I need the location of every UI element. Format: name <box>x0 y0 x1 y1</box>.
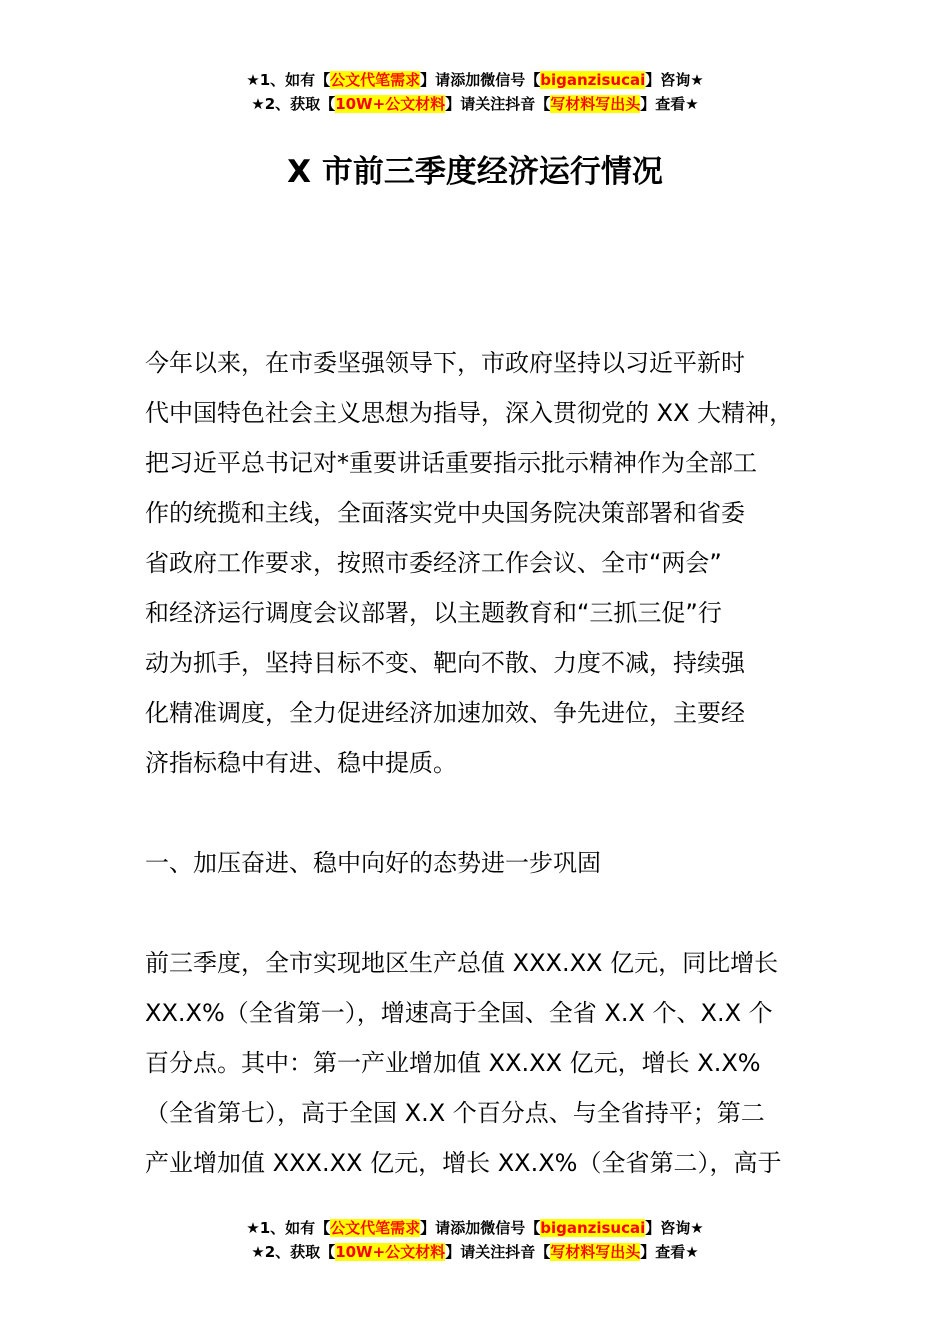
paragraph-line: 和经济运行调度会议部署，以主题教育和“三抓三促”行 <box>145 599 722 627</box>
paragraph-line: 百分点。其中：第一产业增加值 XX.XX 亿元，增长 X.X% <box>145 1049 761 1077</box>
wechat-id-highlight: biganzisucai <box>540 1219 646 1237</box>
paragraph-line: 代中国特色社会主义思想为指导，深入贯彻党的 XX 大精神， <box>145 399 794 427</box>
paragraph-line: 省政府工作要求，按照市委经济工作会议、全市“两会” <box>145 549 722 577</box>
promo-line-2: ★2、获取【10W+公文材料】请关注抖音【写材料写出头】查看★ <box>251 1243 699 1261</box>
paragraph-line: 动为抓手，坚持目标不变、靶向不散、力度不减，持续强 <box>145 649 745 677</box>
promo-emphasis: 添加 <box>450 1219 481 1237</box>
promo-highlight: 公文代笔需求 <box>330 1219 421 1237</box>
paragraph-line: 济指标稳中有进、稳中提质。 <box>145 749 457 777</box>
promo-emphasis: 关注 <box>475 95 506 113</box>
paragraph-line: 作的统揽和主线，全面落实党中央国务院决策部署和省委 <box>145 499 745 527</box>
top-promo-banner <box>0 68 950 116</box>
intro-paragraph <box>145 338 835 788</box>
douyin-id-highlight: 写材料写出头 <box>550 95 641 113</box>
paragraph-line: 前三季度，全市实现地区生产总值 XXX.XX 亿元，同比增长 <box>145 949 779 977</box>
promo-line-2: ★2、获取【10W+公文材料】请关注抖音【写材料写出头】查看★ <box>251 95 699 113</box>
section-heading: 一、加压奋进、稳中向好的态势进一步巩固 <box>145 849 601 877</box>
promo-highlight: 10W+公文材料 <box>335 1243 446 1261</box>
promo-emphasis: 关注 <box>475 1243 506 1261</box>
paragraph-line: XX.X%（全省第一），增速高于全国、全省 X.X 个、X.X 个 <box>145 999 773 1027</box>
promo-highlight: 10W+公文材料 <box>335 95 446 113</box>
wechat-id-highlight: biganzisucai <box>540 71 646 89</box>
promo-line-1: ★1、如有【公文代笔需求】请添加微信号【biganzisucai】咨询★ <box>246 71 704 89</box>
document-title: X 市前三季度经济运行情况 <box>287 154 663 190</box>
bottom-promo-banner <box>0 1216 950 1264</box>
paragraph-line: 今年以来，在市委坚强领导下，市政府坚持以习近平新时 <box>145 349 745 377</box>
promo-emphasis: 添加 <box>450 71 481 89</box>
paragraph-line: 把习近平总书记对*重要讲话重要指示批示精神作为全部工 <box>145 449 757 477</box>
promo-line-1: ★1、如有【公文代笔需求】请添加微信号【biganzisucai】咨询★ <box>246 1219 704 1237</box>
promo-highlight: 公文代笔需求 <box>330 71 421 89</box>
paragraph-line: 产业增加值 XXX.XX 亿元，增长 XX.X%（全省第二），高于 <box>145 1149 782 1177</box>
paragraph-line: （全省第七），高于全国 X.X 个百分点、与全省持平；第二 <box>145 1099 765 1127</box>
douyin-id-highlight: 写材料写出头 <box>550 1243 641 1261</box>
paragraph-line: 化精准调度，全力促进经济加速加效、争先进位，主要经 <box>145 699 745 727</box>
section-paragraph <box>145 938 835 1188</box>
